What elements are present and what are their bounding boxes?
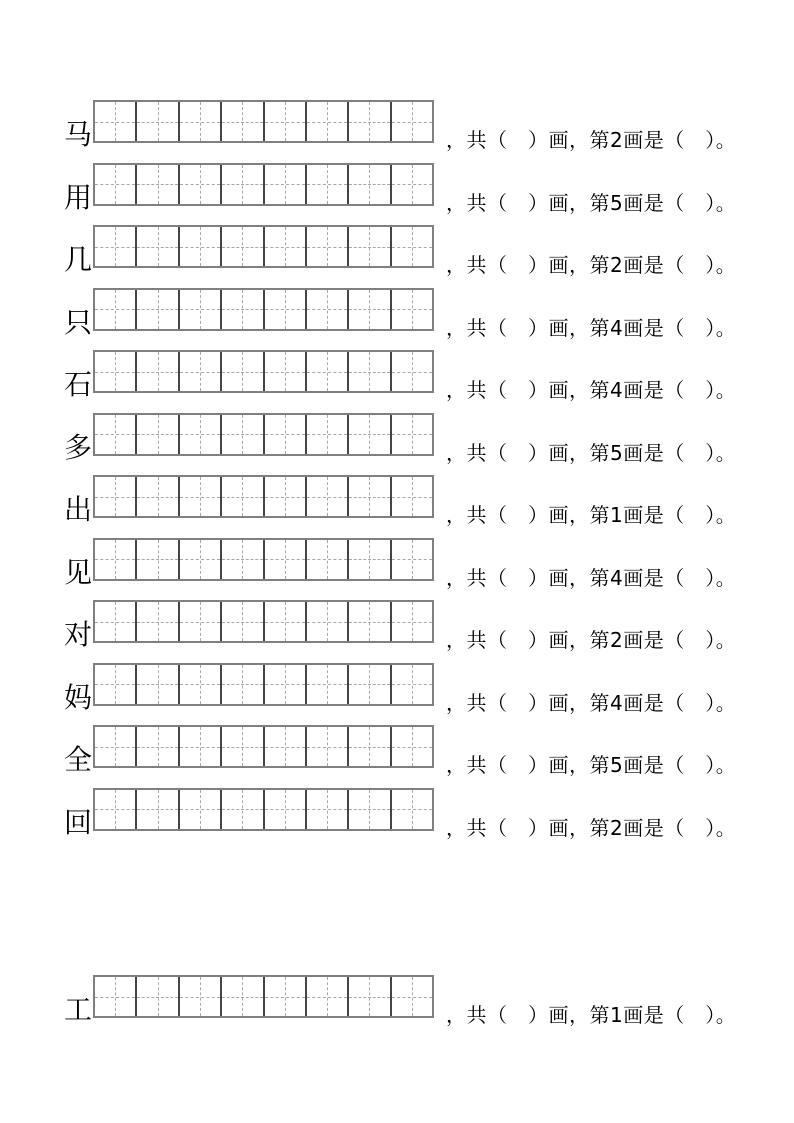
grid-cell: [220, 790, 262, 829]
character-label: 对: [63, 618, 92, 651]
grid-cell: [135, 165, 177, 204]
grid-cell: [263, 352, 305, 391]
grid-cell: [390, 727, 432, 766]
grid-cell: [220, 602, 262, 641]
grid-cell: [305, 165, 347, 204]
grid-cell: [263, 540, 305, 579]
grid-cell: [305, 102, 347, 141]
writing-grid: [93, 725, 434, 768]
stroke-question-text: ，共（ ）画，第2画是（ ）。: [446, 128, 737, 152]
grid-cell: [305, 727, 347, 766]
grid-cell: [95, 102, 135, 141]
grid-cell: [263, 665, 305, 704]
practice-row: [0, 350, 794, 402]
grid-cell: [347, 977, 389, 1016]
character-label: 妈: [63, 680, 92, 714]
grid-cell: [178, 477, 220, 516]
grid-cell: [95, 790, 135, 829]
character-label: 多: [63, 430, 92, 464]
grid-cell: [305, 352, 347, 391]
character-label: 出: [63, 493, 92, 526]
stroke-question-text: ，共（ ）画，第4画是（ ）。: [446, 565, 737, 590]
grid-cell: [347, 477, 389, 516]
grid-cell: [390, 227, 432, 266]
grid-cell: [220, 977, 262, 1016]
grid-cell: [390, 290, 432, 329]
grid-cell: [305, 477, 347, 516]
grid-cell: [263, 477, 305, 516]
grid-cell: [220, 540, 262, 579]
grid-cell: [390, 790, 432, 829]
character-label: 石: [63, 368, 92, 401]
grid-cell: [305, 227, 347, 266]
grid-cell: [135, 602, 177, 641]
grid-cell: [178, 290, 220, 329]
grid-cell: [390, 665, 432, 704]
grid-cell: [135, 727, 177, 766]
writing-grid: [93, 413, 434, 456]
grid-cell: [178, 602, 220, 641]
character-label: 工: [63, 993, 92, 1026]
grid-cell: [178, 727, 220, 766]
grid-cell: [95, 477, 135, 516]
grid-cell: [95, 665, 135, 704]
grid-cell: [305, 415, 347, 454]
grid-cell: [390, 352, 432, 391]
practice-row: [0, 975, 794, 1027]
grid-cell: [305, 290, 347, 329]
writing-grid: [93, 788, 434, 831]
grid-cell: [135, 790, 177, 829]
grid-cell: [305, 540, 347, 579]
grid-cell: [95, 540, 135, 579]
character-label: 马: [63, 118, 92, 151]
grid-cell: [220, 477, 262, 516]
grid-cell: [135, 102, 177, 141]
grid-cell: [347, 290, 389, 329]
grid-cell: [305, 790, 347, 829]
character-label: 全: [63, 743, 92, 776]
stroke-question-text: ，共（ ）画，第4画是（ ）。: [446, 315, 737, 340]
grid-cell: [347, 352, 389, 391]
practice-row: [0, 100, 794, 152]
stroke-question-text: ，共（ ）画，第2画是（ ）。: [446, 815, 737, 840]
grid-cell: [135, 977, 177, 1016]
character-label: 见: [63, 555, 92, 589]
practice-row: [0, 225, 794, 277]
grid-cell: [390, 415, 432, 454]
writing-grid: [93, 538, 434, 581]
practice-row: [0, 600, 794, 652]
practice-row: [0, 475, 794, 527]
grid-cell: [178, 102, 220, 141]
grid-cell: [220, 352, 262, 391]
grid-cell: [263, 602, 305, 641]
grid-cell: [263, 227, 305, 266]
grid-cell: [95, 227, 135, 266]
grid-cell: [263, 415, 305, 454]
practice-row: [0, 288, 794, 340]
grid-cell: [95, 977, 135, 1016]
grid-cell: [95, 415, 135, 454]
grid-cell: [263, 727, 305, 766]
writing-grid: [93, 975, 434, 1018]
grid-cell: [305, 665, 347, 704]
writing-grid: [93, 475, 434, 518]
grid-cell: [135, 290, 177, 329]
stroke-question-text: ，共（ ）画，第4画是（ ）。: [446, 378, 737, 402]
stroke-question-text: ，共（ ）画，第4画是（ ）。: [446, 690, 737, 715]
grid-cell: [390, 477, 432, 516]
writing-grid: [93, 100, 434, 143]
stroke-question-text: ，共（ ）画，第1画是（ ）。: [446, 503, 737, 527]
grid-cell: [263, 165, 305, 204]
grid-cell: [347, 227, 389, 266]
grid-cell: [95, 352, 135, 391]
grid-cell: [347, 540, 389, 579]
grid-cell: [305, 977, 347, 1016]
grid-cell: [178, 165, 220, 204]
stroke-question-text: ，共（ ）画，第5画是（ ）。: [446, 190, 737, 215]
practice-row: [0, 663, 794, 715]
character-label: 用: [63, 180, 92, 214]
grid-cell: [347, 415, 389, 454]
grid-cell: [347, 665, 389, 704]
stroke-question-text: ，共（ ）画，第2画是（ ）。: [446, 253, 737, 277]
grid-cell: [390, 165, 432, 204]
grid-cell: [263, 290, 305, 329]
practice-row: [0, 788, 794, 840]
practice-row: [0, 725, 794, 777]
writing-grid: [93, 600, 434, 643]
grid-cell: [347, 102, 389, 141]
grid-cell: [135, 352, 177, 391]
grid-cell: [220, 102, 262, 141]
writing-grid: [93, 350, 434, 393]
grid-cell: [390, 540, 432, 579]
grid-cell: [263, 790, 305, 829]
stroke-question-text: ，共（ ）画，第5画是（ ）。: [446, 753, 737, 777]
grid-cell: [135, 477, 177, 516]
grid-cell: [390, 102, 432, 141]
grid-cell: [220, 415, 262, 454]
grid-cell: [347, 165, 389, 204]
grid-cell: [347, 602, 389, 641]
grid-cell: [220, 665, 262, 704]
grid-cell: [135, 540, 177, 579]
grid-cell: [347, 790, 389, 829]
writing-grid: [93, 163, 434, 206]
stroke-question-text: ，共（ ）画，第5画是（ ）。: [446, 440, 737, 465]
stroke-question-text: ，共（ ）画，第2画是（ ）。: [446, 628, 737, 652]
grid-cell: [220, 290, 262, 329]
grid-cell: [178, 540, 220, 579]
grid-cell: [178, 790, 220, 829]
practice-row: [0, 163, 794, 215]
grid-cell: [178, 227, 220, 266]
character-label: 只: [63, 305, 92, 339]
grid-cell: [95, 727, 135, 766]
character-label: 几: [63, 243, 92, 276]
grid-cell: [178, 977, 220, 1016]
grid-cell: [135, 227, 177, 266]
grid-cell: [305, 602, 347, 641]
writing-grid: [93, 663, 434, 706]
grid-cell: [178, 665, 220, 704]
grid-cell: [390, 602, 432, 641]
practice-row: [0, 538, 794, 590]
grid-cell: [263, 102, 305, 141]
practice-row: [0, 413, 794, 465]
grid-cell: [135, 415, 177, 454]
grid-cell: [95, 602, 135, 641]
grid-cell: [95, 165, 135, 204]
grid-cell: [220, 165, 262, 204]
writing-grid: [93, 288, 434, 331]
grid-cell: [220, 227, 262, 266]
grid-cell: [135, 665, 177, 704]
writing-grid: [93, 225, 434, 268]
grid-cell: [263, 977, 305, 1016]
grid-cell: [347, 727, 389, 766]
stroke-question-text: ，共（ ）画，第1画是（ ）。: [446, 1003, 737, 1027]
grid-cell: [390, 977, 432, 1016]
grid-cell: [178, 352, 220, 391]
grid-cell: [178, 415, 220, 454]
character-label: 回: [63, 805, 92, 839]
grid-cell: [95, 290, 135, 329]
grid-cell: [220, 727, 262, 766]
